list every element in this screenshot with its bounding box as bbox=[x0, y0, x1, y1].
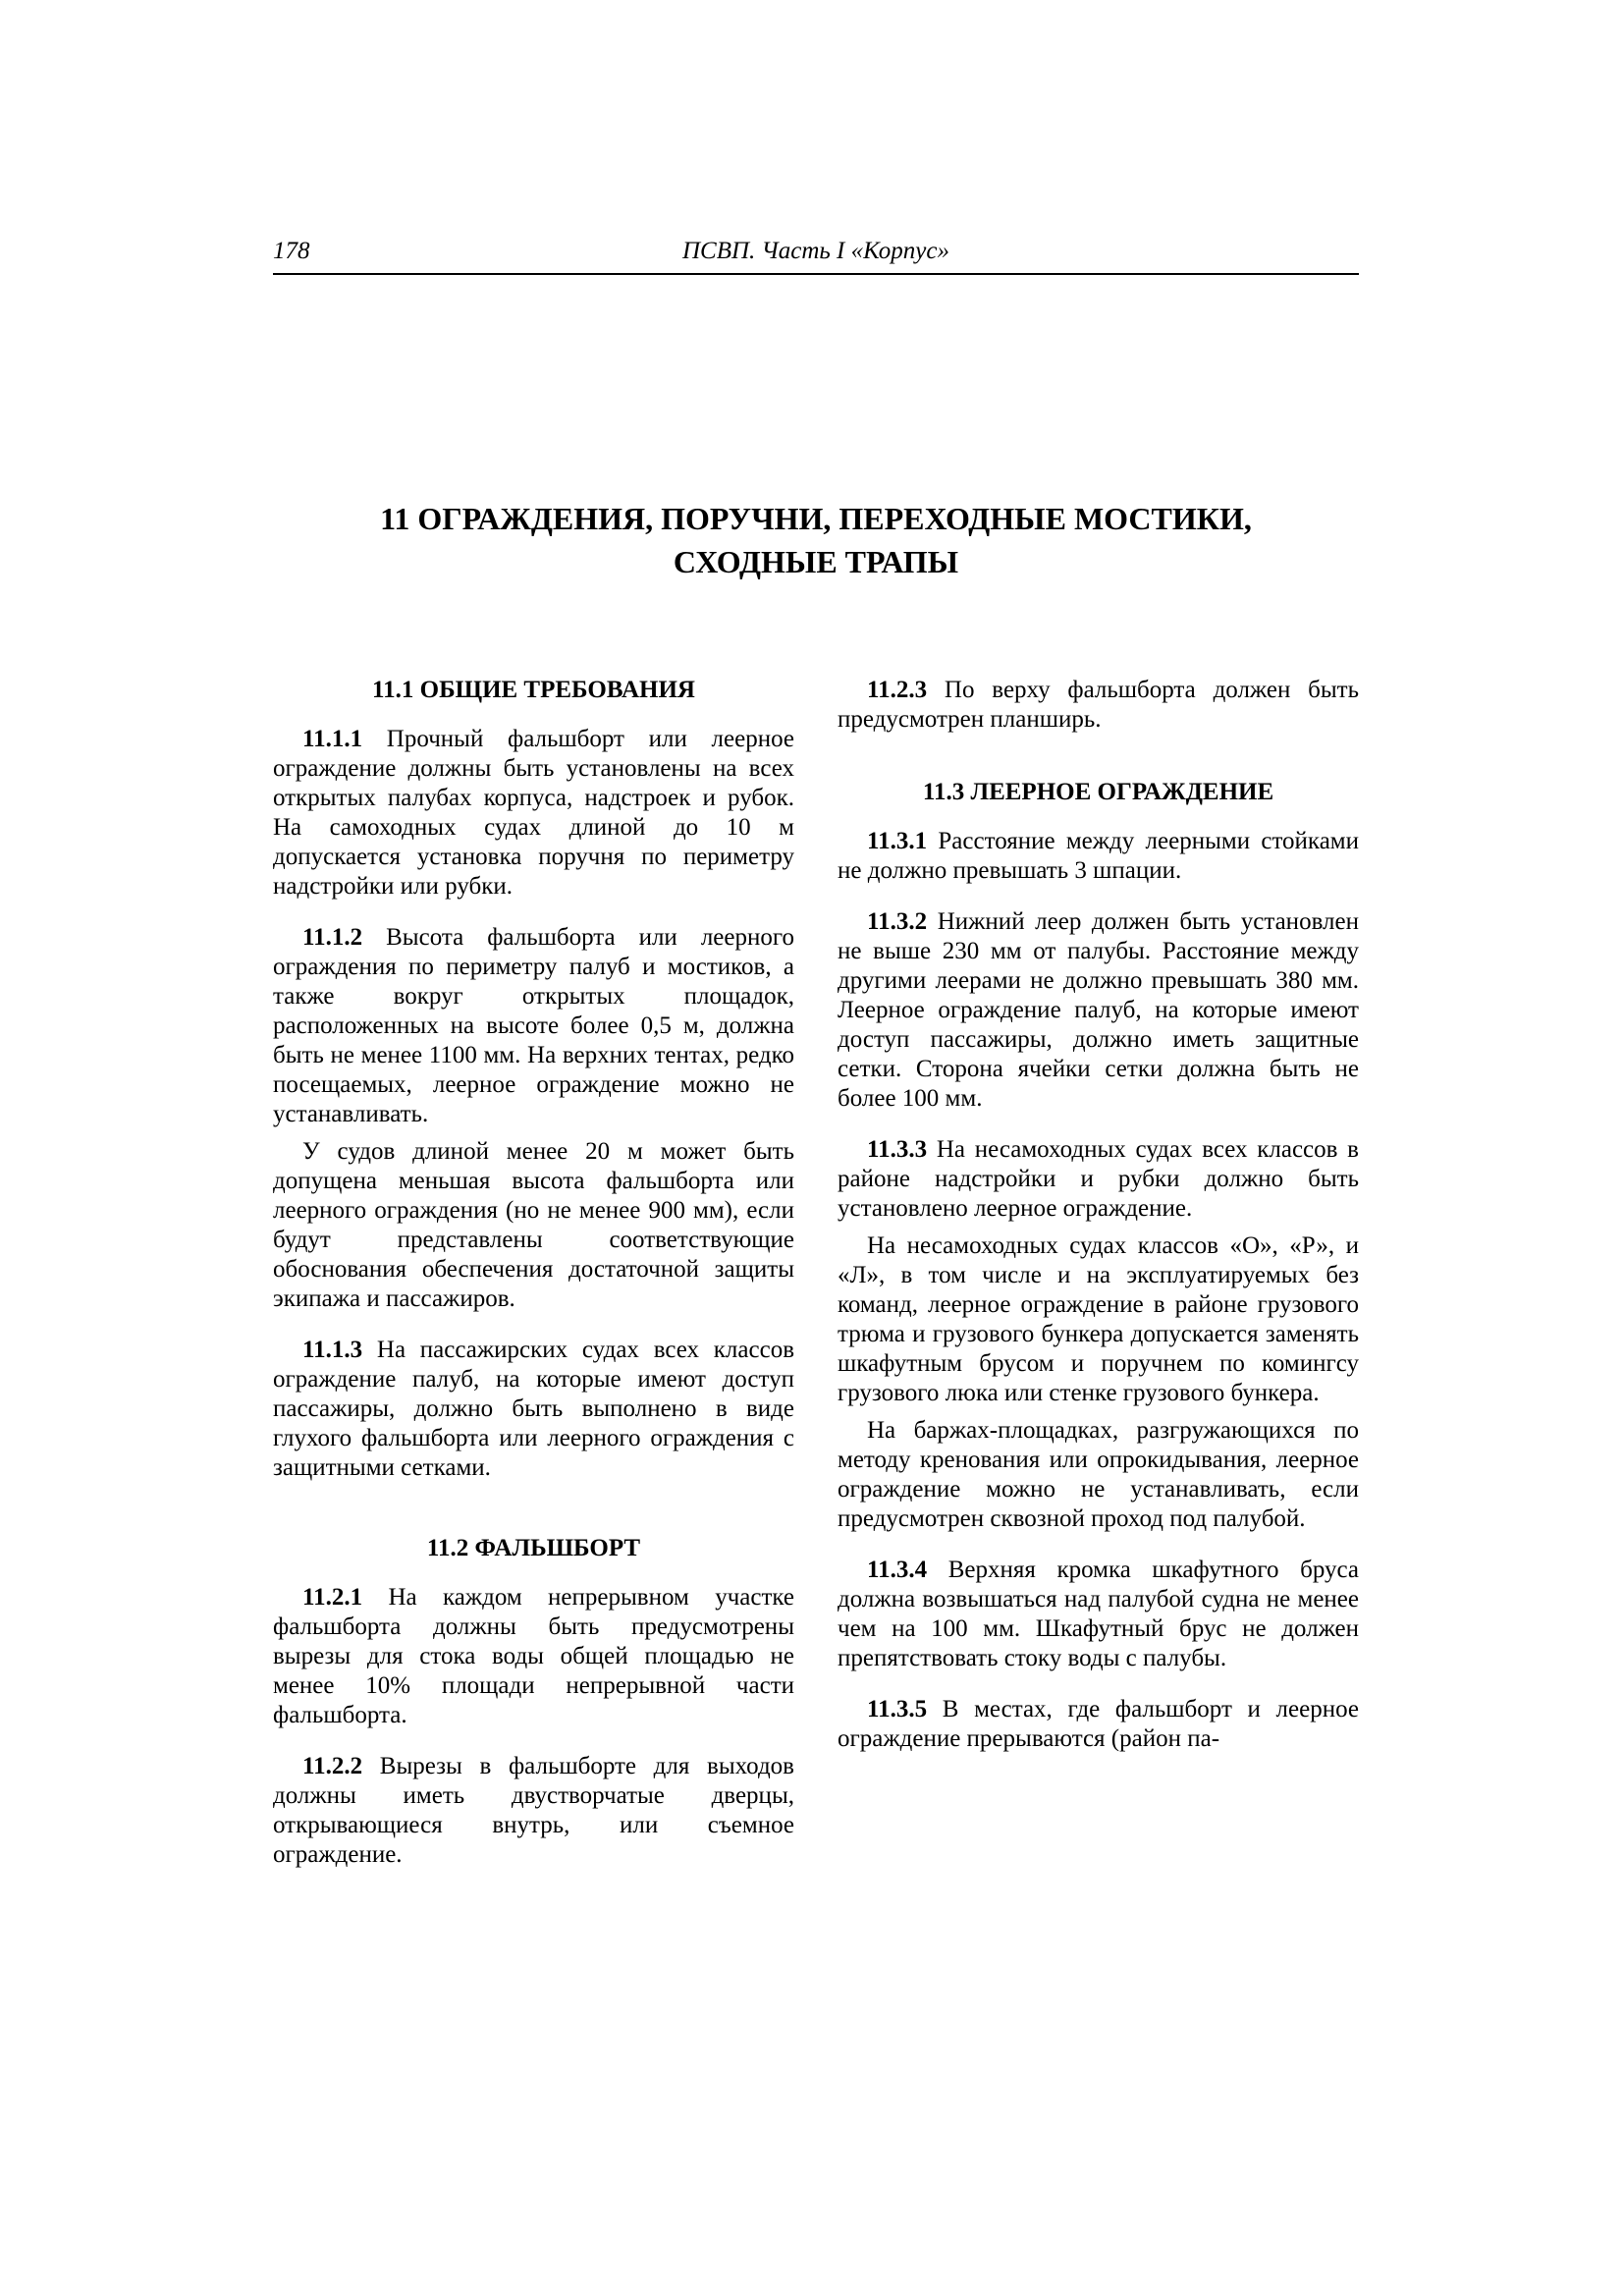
clause-text: Вырезы в фальшборте для выходов должны иметь двустворчатые дверцы, открывающиеся внутрь, или съемное ограждение. bbox=[273, 1753, 794, 1868]
clause-text: Верхняя кромка шкафутного бруса должна возвышаться над палубой судна не менее чем на 100 мм. Шкафутный брус не должен препятствовать стоку воды с палубы. bbox=[838, 1557, 1359, 1671]
running-header bbox=[273, 238, 1359, 275]
section-heading-11-3: 11.3 ЛЕЕРНОЕ ОГРАЖДЕНИЕ bbox=[922, 779, 1274, 805]
running-title: ПСВП. Часть I «Корпус» bbox=[682, 238, 949, 264]
paragraph-11-3-2 bbox=[838, 907, 1359, 1114]
paragraph-11-3-3-continued-2: На баржах-площадках, разгружающихся по методу кренования или опрокидывания, леерное ограждение можно не устанавливать, если предусмотрен сквозной проход под палубой. bbox=[838, 1417, 1359, 1532]
clause-number: 11.2.1 bbox=[302, 1584, 363, 1611]
paragraph-11-3-5 bbox=[838, 1695, 1359, 1754]
clause-number: 11.1.3 bbox=[302, 1337, 363, 1363]
chapter-title bbox=[273, 497, 1359, 583]
paragraph-11-2-3 bbox=[838, 676, 1359, 735]
clause-number: 11.3.5 bbox=[867, 1696, 928, 1722]
paragraph-11-1-2-continued: У судов длиной менее 20 м может быть допущена меньшая высота фальшборта или леерного ограждения (но не менее 900 мм), если будут представлены соответствующие обоснования обеспечения достаточной защиты экипажа и пассажиров. bbox=[273, 1138, 794, 1312]
clause-number: 11.3.1 bbox=[867, 828, 928, 854]
left-column bbox=[273, 676, 794, 1891]
section-heading-11-2: 11.2 ФАЛЬШБОРТ bbox=[426, 1535, 641, 1561]
chapter-title-line-2: СХОДНЫЕ ТРАПЫ bbox=[673, 544, 959, 579]
clause-text: Высота фальшборта или леерного ограждения по периметру палуб и мостиков, а также вокруг открытых площадок, расположенных на высоте более 0,5 м, должна быть не менее 1100 мм. На верхних тентах, редко посещаемых, леерное ограждение можно не устанавливать. bbox=[273, 924, 794, 1127]
clause-text: На пассажирских судах всех классов ограждение палуб, на которые имеют доступ пассажиры, должно быть выполнено в виде глухого фальшборта или леерного ограждения с защитными сетками. bbox=[273, 1337, 794, 1481]
clause-text: По верху фальшборта должен быть предусмотрен планширь. bbox=[838, 677, 1359, 733]
clause-text: Нижний леер должен быть установлен не выше 230 мм от палубы. Расстояние между другими леерами не должно превышать 380 мм. Леерное ограждение палуб, на которые имеют доступ пассажиры, должно иметь защитные сетки. Сторона ячейки сетки должна быть не более 100 мм. bbox=[838, 908, 1359, 1112]
chapter-title-line-1: 11 ОГРАЖДЕНИЯ, ПОРУЧНИ, ПЕРЕХОДНЫЕ МОСТИКИ, bbox=[380, 501, 1252, 536]
clause-text: На каждом непрерывном участке фальшборта должны быть предусмотрены вырезы для стока воды общей площадью не менее 10% площади непрерывной части фальшборта. bbox=[273, 1584, 794, 1728]
section-heading-11-1: 11.1 ОБЩИЕ ТРЕБОВАНИЯ bbox=[372, 677, 695, 703]
paragraph-11-1-3 bbox=[273, 1336, 794, 1483]
clause-number: 11.3.2 bbox=[867, 908, 928, 935]
paragraph-11-3-1 bbox=[838, 827, 1359, 886]
paragraph-11-1-1 bbox=[273, 725, 794, 902]
paragraph-11-3-4 bbox=[838, 1556, 1359, 1673]
paragraph-11-3-3-continued-1: На несамоходных судах классов «О», «Р», и «Л», в том числе и на эксплуатируемых без команд, леерное ограждение в районе грузового трюма и грузового бункера допускается заменять шкафутным брусом и поручнем по комингсу грузового люка или стенке грузового бункера. bbox=[838, 1232, 1359, 1406]
clause-number: 11.2.2 bbox=[302, 1753, 363, 1779]
clause-number: 11.1.2 bbox=[302, 924, 363, 951]
clause-text: Расстояние между леерными стойками не должно превышать 3 шпации. bbox=[838, 828, 1359, 884]
right-column bbox=[838, 676, 1359, 1776]
paragraph-11-2-2 bbox=[273, 1752, 794, 1870]
paragraph-11-1-2 bbox=[273, 923, 794, 1129]
clause-number: 11.3.3 bbox=[867, 1136, 928, 1163]
clause-text: Прочный фальшборт или леерное ограждение должны быть установлены на всех открытых палубах корпуса, надстроек и рубок. На самоходных судах длиной до 10 м допускается установка поручня по периметру надстройки или рубки. bbox=[273, 726, 794, 900]
clause-number: 11.3.4 bbox=[867, 1557, 928, 1583]
clause-text: На несамоходных судах всех классов в районе надстройки и рубки должно быть установлено леерное ограждение. bbox=[838, 1136, 1359, 1222]
clause-number: 11.1.1 bbox=[302, 726, 363, 752]
clause-text: В местах, где фальшборт и леерное ограждение прерываются (район па- bbox=[838, 1696, 1359, 1752]
paragraph-11-2-1 bbox=[273, 1583, 794, 1730]
paragraph-11-3-3 bbox=[838, 1135, 1359, 1224]
clause-number: 11.2.3 bbox=[867, 677, 928, 703]
page-number: 178 bbox=[273, 238, 310, 264]
